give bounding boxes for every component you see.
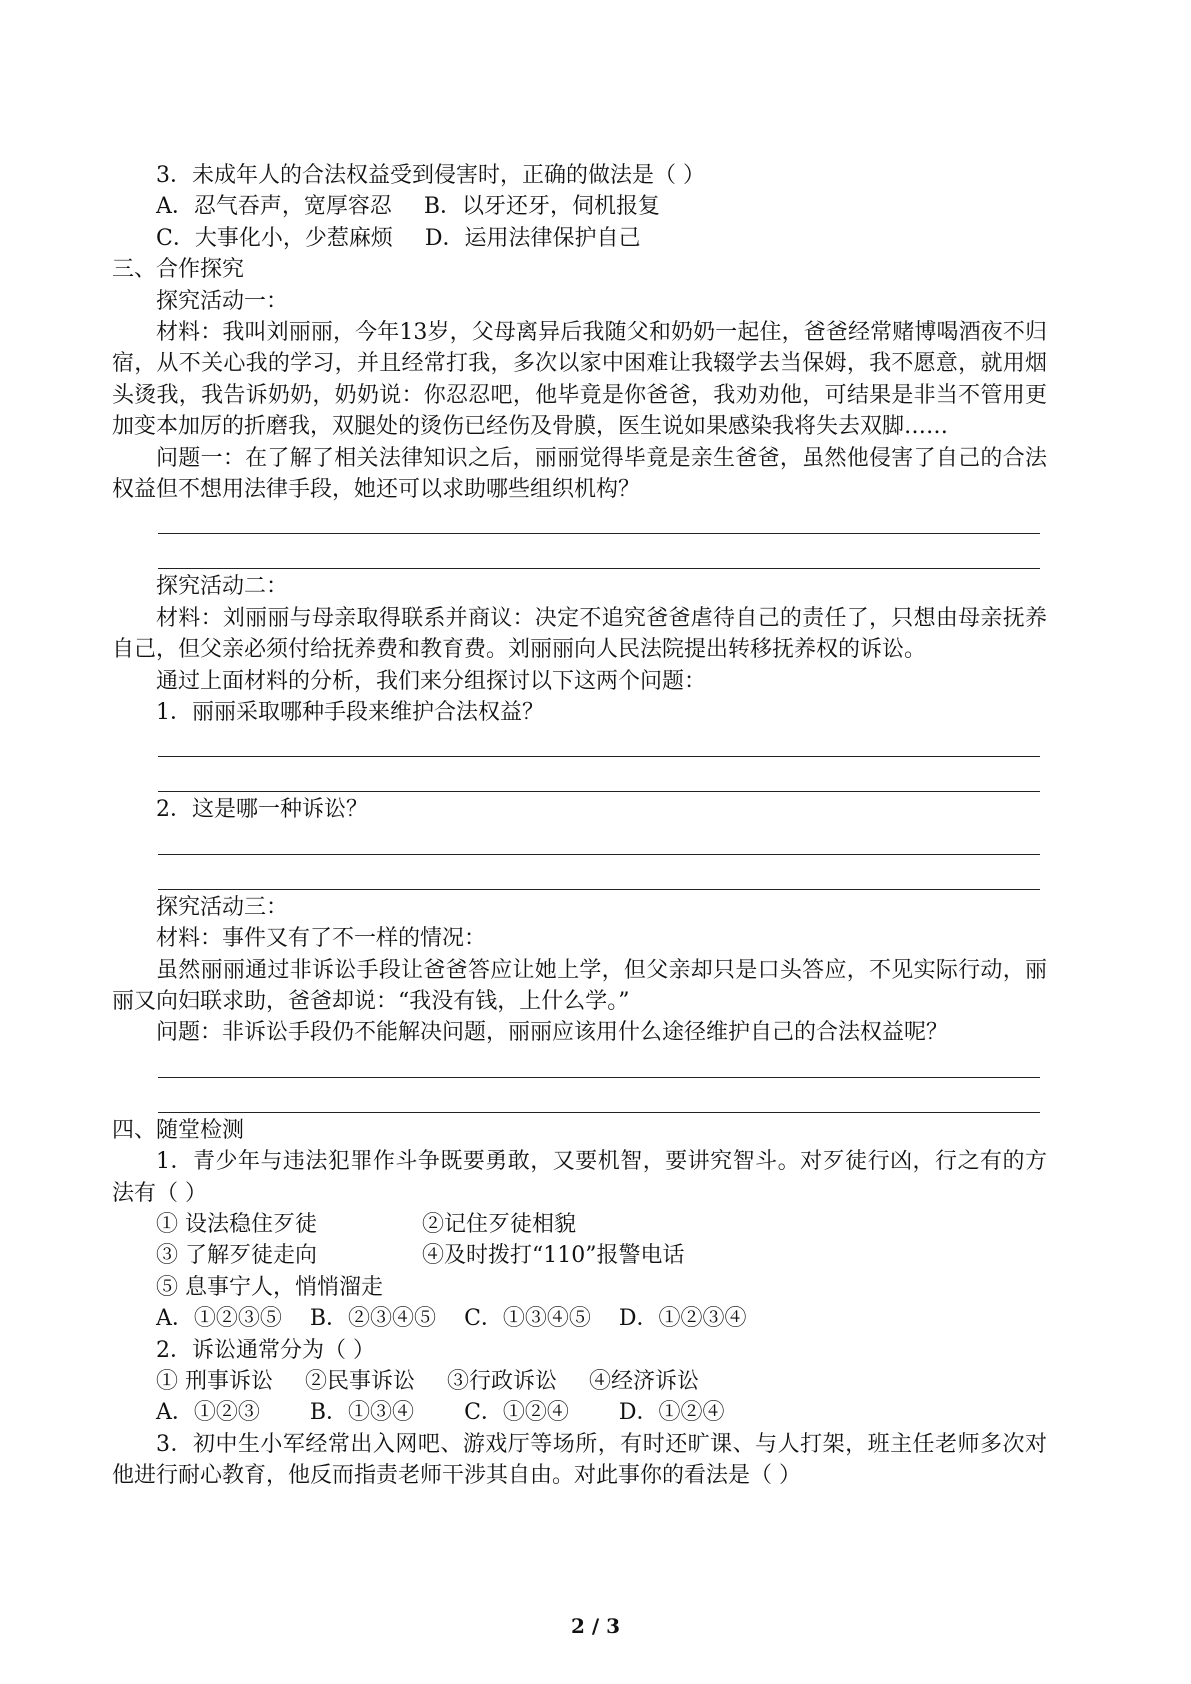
- t1-items-row1: [112, 1209, 1047, 1240]
- act2-material: 材料：刘丽丽与母亲取得联系并商议：决定不追究爸爸虐待自己的责任了，只想由母亲抚养自己，但父亲必须付给抚养费和教育费。刘丽丽向人民法院提出转移抚养权的诉讼。: [112, 605, 1047, 663]
- t2-item-2: ②民事诉讼: [305, 1368, 416, 1394]
- q3-option-d: D．运用法律保护自己: [424, 225, 641, 251]
- t2-stem: 2．诉讼通常分为（ ）: [156, 1337, 375, 1363]
- answer-line[interactable]: [158, 728, 1040, 757]
- answer-line[interactable]: [158, 826, 1040, 855]
- page-current: 2: [570, 1614, 585, 1638]
- answer-line[interactable]: [158, 1078, 1040, 1113]
- section4-title: 四、随堂检测: [112, 1117, 245, 1143]
- t1-option-a: A．①②③⑤: [156, 1306, 282, 1332]
- t2-item-4: ④经济诉讼: [589, 1368, 700, 1394]
- t2-item-1: ① 刑事诉讼: [156, 1368, 273, 1394]
- t2-option-a: A．①②③: [156, 1400, 260, 1426]
- q3-option-a: A．忍气吞声，宽厚容忍: [156, 194, 392, 220]
- t1-items-row2: [112, 1240, 1047, 1271]
- t1-option-c: C．①③④⑤: [464, 1306, 591, 1332]
- answer-line[interactable]: [158, 855, 1040, 890]
- act2-title: 探究活动二：: [156, 574, 289, 600]
- act3-question: 问题：非诉讼手段仍不能解决问题，丽丽应该用什么途径维护自己的合法权益呢？: [156, 1020, 949, 1046]
- page-content: [112, 160, 1047, 1492]
- t3-stem: 3．初中生小军经常出入网吧、游戏厅等场所，有时还旷课、与人打架，班主任老师多次对他进行耐心教育，他反而指责老师干涉其自由。对此事你的看法是（ ）: [112, 1431, 1047, 1489]
- act2-question-1: 1．丽丽采取哪种手段来维护合法权益？: [156, 699, 544, 725]
- t1-option-b: B．②③④⑤: [309, 1306, 437, 1332]
- answer-line[interactable]: [158, 1049, 1040, 1078]
- t1-stem: 1．青少年与违法犯罪作斗争既要勇敢，又要机智，要讲究智斗。对歹徒行凶，行之有的方法有（ ）: [112, 1149, 1047, 1206]
- page-separator: /: [584, 1614, 607, 1638]
- act1-question: 问题一：在了解了相关法律知识之后，丽丽觉得毕竟是亲生爸爸，虽然他侵害了自己的合法权益但不想用法律手段，她还可以求助哪些组织机构？: [112, 445, 1047, 502]
- q3-options-row2: [112, 223, 1047, 254]
- t1-item-5: ⑤ 息事宁人，悄悄溜走: [156, 1274, 383, 1300]
- page-total: 3: [606, 1614, 621, 1638]
- q3-stem: 3．未成年人的合法权益受到侵害时，正确的做法是（ ）: [156, 163, 705, 188]
- t1-item-2: ②记住歹徒相貌: [422, 1211, 577, 1237]
- act1-material: 材料：我叫刘丽丽，今年13岁，父母离异后我随父和奶奶一起住，爸爸经常赌博喝酒夜不归宿，从不关心我的学习，并且经常打我，多次以家中困难让我辍学去当保姆，我不愿意，就用烟头烫我，我告诉奶奶，奶奶说：你忍忍吧，他毕竟是你爸爸，我劝劝他，可结果是非当不管用更加变本加厉的折磨我，双腿处的烫伤已经伤及骨膜，医生说如果感染我将失去双脚……: [112, 319, 1047, 440]
- act3-story: 虽然丽丽通过非诉讼手段让爸爸答应让她上学，但父亲却只是口头答应，不见实际行动，丽丽又向妇联求助，爸爸却说：“我没有钱，上什么学。”: [112, 957, 1047, 1014]
- act2-question-2: 2．这是哪一种诉讼？: [156, 797, 368, 823]
- answer-line[interactable]: [158, 534, 1040, 569]
- t2-item-3: ③行政诉讼: [447, 1368, 558, 1394]
- q3-option-b: B．以牙还牙，伺机报复: [423, 194, 661, 220]
- t2-options: [112, 1397, 1047, 1428]
- t1-option-d: D．①②③④: [618, 1306, 747, 1332]
- t2-items: [112, 1366, 1047, 1397]
- t2-option-d: D．①②④: [618, 1400, 725, 1426]
- t1-item-3: ③ 了解歹徒走向: [156, 1243, 317, 1269]
- act1-title: 探究活动一：: [156, 288, 289, 314]
- q3-options-row1: [112, 191, 1047, 222]
- section3-title: 三、合作探究: [112, 257, 245, 283]
- t1-options: [112, 1303, 1047, 1334]
- t1-item-1: ① 设法稳住歹徒: [156, 1211, 317, 1237]
- answer-line[interactable]: [158, 505, 1040, 534]
- answer-line[interactable]: [158, 757, 1040, 792]
- page-number: [0, 1614, 1191, 1638]
- q3-option-c: C．大事化小，少惹麻烦: [156, 225, 393, 251]
- act3-material: 材料：事件又有了不一样的情况：: [156, 926, 487, 952]
- t1-item-4: ④及时拨打“110”报警电话: [422, 1243, 685, 1269]
- t2-option-b: B．①③④: [309, 1400, 415, 1426]
- act2-intro: 通过上面材料的分析，我们来分组探讨以下这两个问题：: [156, 668, 707, 694]
- act3-title: 探究活动三：: [156, 894, 289, 920]
- t2-option-c: C．①②④: [464, 1400, 569, 1426]
